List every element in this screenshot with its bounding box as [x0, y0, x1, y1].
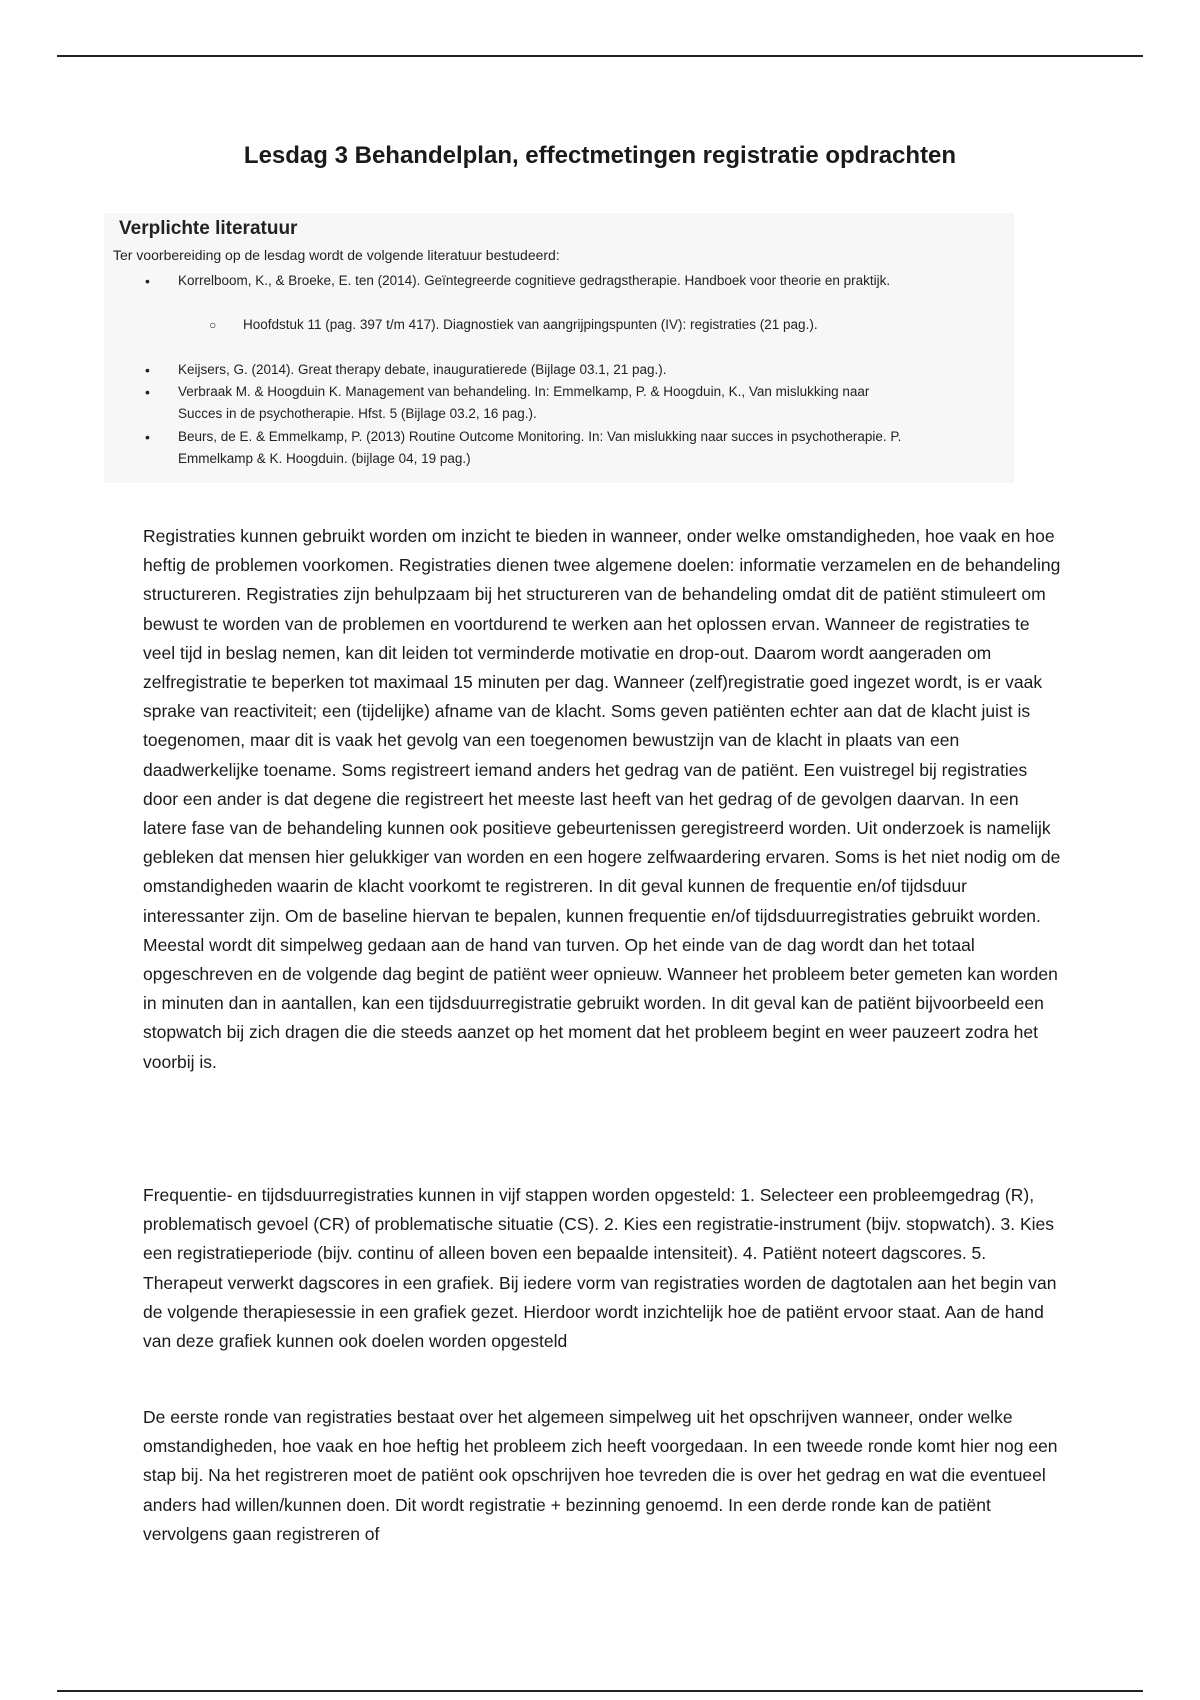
top-rule [57, 55, 1143, 57]
literature-item [145, 426, 948, 470]
circle-bullet-icon: ○ [209, 318, 217, 332]
body-paragraph: Frequentie- en tijdsduurregistraties kunnen in vijf stappen worden opgesteld: 1. Selecteer een probleemgedrag (R), problematisch gevoel (CR) of problematische situatie (CS). 2. Kies een registratie-instrument (bijv. stopwatch). 3. Kies een registratieperiode (bijv. continu of alleen boven een bepaalde intensiteit). 4. Patiënt noteert dagscores. 5. Therapeut verwerkt dagscores in een grafiek. Bij iedere vorm van registraties worden de dagtotalen aan het begin van de volgende therapiesessie in een grafiek gezet. Hierdoor wordt inzichtelijk hoe de patiënt ervoor staat. Aan de hand van deze grafiek kunnen ook doelen worden opgesteld [143, 1185, 1057, 1352]
literature-item [145, 381, 903, 425]
bottom-rule [57, 1690, 1143, 1692]
literature-item-text: Verbraak M. & Hoogduin K. Management van behandeling. In: Emmelkamp, P. & Hoogduin, K., Van mislukking naar Succes in de psychotherapie. Hfst. 5 (Bijlage 03.2, 16 pag.). [178, 384, 870, 421]
bullet-icon: • [145, 362, 150, 378]
body-paragraph: Registraties kunnen gebruikt worden om inzicht te bieden in wanneer, onder welke omstandigheden, hoe vaak en hoe heftig de problemen voorkomen. Registraties dienen twee algemene doelen: informatie verzamelen en de behandeling structureren. Registraties zijn behulpzaam bij het structureren van de behandeling omdat dit de patiënt stimuleert om bewust te worden van de problemen en voortdurend te werken aan het oplossen ervan. Wanneer de registraties te veel tijd in beslag nemen, kan dit leiden tot verminderde motivatie en drop-out. Daarom wordt aangeraden om zelfregistratie te beperken tot maximaal 15 minuten per dag. Wanneer (zelf)registratie goed ingezet wordt, is er vaak sprake van reactiviteit; een (tijdelijke) afname van de klacht. Soms geven patiënten echter aan dat de klacht juist is toegenomen, maar dit is vaak het gevolg van een toegenomen bewustzijn van de klacht in plaats van een daadwerkelijke toename. Soms registreert iemand anders het gedrag van de patiënt. Een vuistregel bij registraties door een ander is dat degene die registreert het meeste last heeft van het gedrag of de gevolgen daarvan. In een latere fase van de behandeling kunnen ook positieve gebeurtenissen geregistreerd worden. Uit onderzoek is namelijk gebleken dat mensen hier gelukkiger van worden en een hogere zelfwaardering ervaren. Soms is het niet nodig om de omstandigheden waarin de klacht voorkomt te registreren. In dit geval kunnen de frequentie en/of tijdsduur interessanter zijn. Om de baseline hiervan te bepalen, kunnen frequentie en/of tijdsduurregistraties gebruikt worden. Meestal wordt dit simpelweg gedaan aan de hand van turven. Op het einde van de dag wordt dan het totaal opgeschreven en de volgende dag begint de patiënt weer opnieuw. Wanneer het probleem beter gemeten kan worden in minuten dan in aantallen, kan een tijdsduurregistratie gebruikt worden. In dit geval kan de patiënt bijvoorbeeld een stopwatch bij zich dragen die die steeds aanzet op het moment dat het probleem begint en weer pauzeert zodra het voorbij is. [143, 526, 1061, 1072]
literature-intro: Ter voorbereiding op de lesdag wordt de volgende literatuur bestudeerd: [113, 247, 560, 263]
literature-item [145, 359, 918, 381]
bullet-icon: • [145, 273, 150, 289]
literature-item-text: Keijsers, G. (2014). Great therapy debate, inauguratierede (Bijlage 03.1, 21 pag.). [178, 362, 667, 377]
literature-item-text: Beurs, de E. & Emmelkamp, P. (2013) Routine Outcome Monitoring. In: Van mislukking naar succes in psychotherapie. P. Emmelkamp & K. Hoogduin. (bijlage 04, 19 pag.) [178, 429, 902, 466]
literature-subitem [209, 314, 883, 336]
page-title: Lesdag 3 Behandelplan, effectmetingen registratie opdrachten [243, 142, 957, 169]
literature-heading: Verplichte literatuur [119, 218, 298, 239]
literature-item [145, 270, 918, 292]
bullet-icon: • [145, 384, 150, 400]
body-paragraph: De eerste ronde van registraties bestaat over het algemeen simpelweg uit het opschrijven wanneer, onder welke omstandigheden, hoe vaak en hoe heftig het probleem zich heeft voorgedaan. In een tweede ronde komt hier nog een stap bij. Na het registreren moet de patiënt ook opschrijven hoe tevreden die is over het gedrag en wat die eventueel anders had willen/kunnen doen. Dit wordt registratie + bezinning genoemd. In een derde ronde kan de patiënt vervolgens gaan registreren of [143, 1407, 1058, 1544]
bullet-icon: • [145, 429, 150, 445]
literature-item-text: Hoofdstuk 11 (pag. 397 t/m 417). Diagnostiek van aangrijpingspunten (IV): registraties (21 pag.). [243, 317, 818, 332]
literature-item-text: Korrelboom, K., & Broeke, E. ten (2014). Geïntegreerde cognitieve gedragstherapie. Handboek voor theorie en praktijk. [178, 273, 891, 288]
